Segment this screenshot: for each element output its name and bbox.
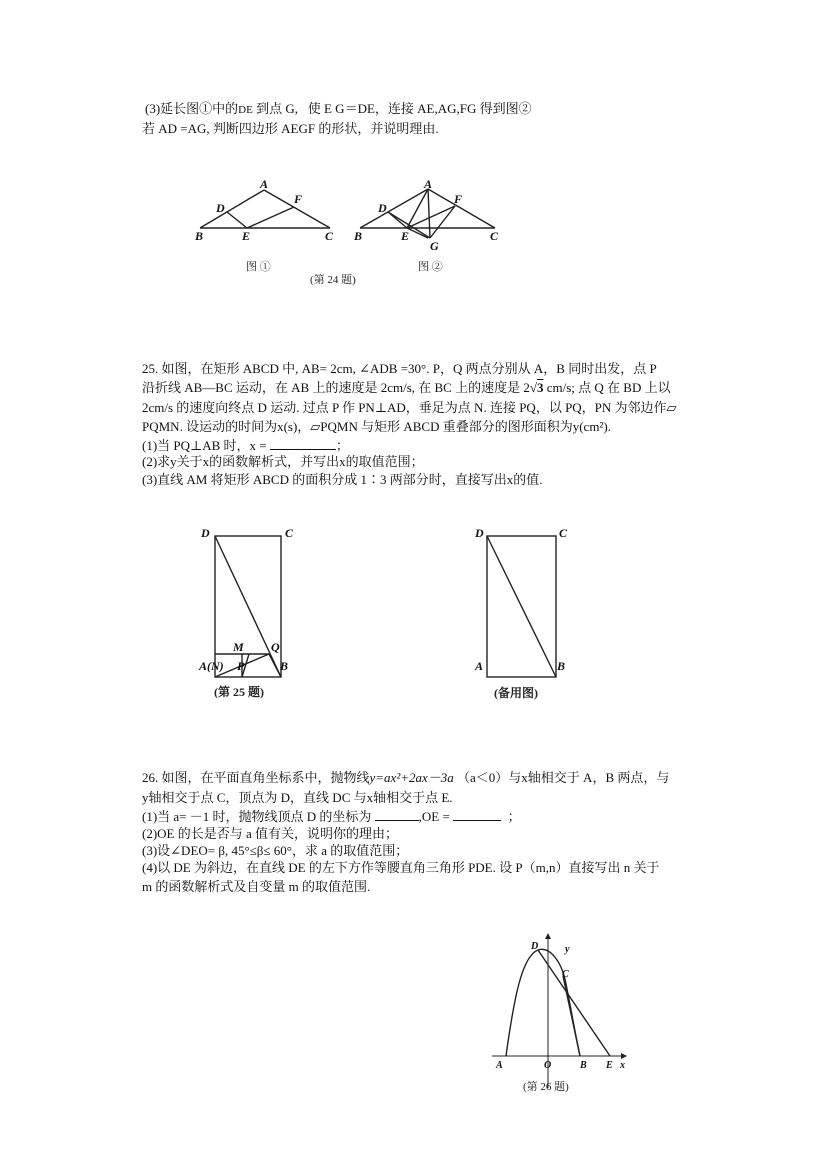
q25-fig-spare-label-a: A	[475, 659, 484, 673]
q25-fig-main-caption: (第 25 题)	[214, 685, 264, 699]
q26-label-x: x	[620, 1060, 625, 1071]
q24-fig1-label-f: F	[294, 192, 303, 206]
q25-sub-3: (3)直线 AM 将矩形 ABCD 的面积分成 1∶3 两部分时，直接写出x的值.	[142, 472, 543, 487]
q24-caption	[310, 272, 380, 286]
q26-label-e: E	[606, 1060, 613, 1071]
q25-fig-spare-caption: (备用图)	[494, 686, 538, 700]
q26-line-1-formula: y=ax²+2ax－3a	[369, 770, 454, 785]
q26-sub-1	[142, 808, 521, 825]
q26-line-2: y轴相交于点 C，顶点为 D，直线 DC 与x轴相交于点 E.	[142, 790, 453, 805]
q25-fig-main-label-p: P	[237, 659, 245, 673]
q25-line-2-a: 沿折线 AB—BC 运动，在 AB 上的速度是 2cm/s, 在 BC 上的速度是 2	[142, 380, 530, 395]
q26-sub-1-b: ,OE =	[418, 809, 450, 824]
q24-line-2: 若 AD =AG, 判断四边形 AEGF 的形状，并说明理由.	[142, 121, 439, 136]
q24-figure-2	[350, 177, 510, 273]
q24-figure-1	[190, 177, 350, 273]
q26-caption: (第 26 题)	[523, 1081, 569, 1093]
q24-line-1-a: (3)延长图①中的	[145, 101, 239, 116]
q25-line-4: PQMN. 设运动的时间为x(s)，▱PQMN 与矩形 ABCD 重叠部分的图形面积为y(cm²).	[142, 419, 611, 434]
q25-figure-spare	[470, 520, 580, 720]
q25-sub-1	[142, 437, 349, 454]
q26-label-y: y	[565, 944, 570, 955]
q25-sub-2: (2)求y关于x的函数解析式，并写出x的取值范围；	[142, 454, 424, 469]
q26-line-1-b: （a＜0）与x轴相交于 A，B 两点，与	[457, 770, 670, 785]
q25-line-1: 25. 如图，在矩形 ABCD 中, AB= 2cm, ∠ADB =30°. P，Q 两点分别从 A，B 同时出发，点 P	[142, 361, 657, 376]
q24-fig1-label-a: A	[260, 177, 269, 191]
q26-sub-4: (4)以 DE 为斜边，在直线 DE 的左下方作等腰直角三角形 PDE. 设 P（m,n）直接写出 n 关于	[142, 860, 660, 875]
q26-label-c: C	[562, 969, 569, 980]
q25-fig-main-label-d: D	[201, 526, 210, 540]
q26-answer-blank-oe[interactable]	[453, 808, 501, 821]
q25-line-3: 2cm/s 的速度向终点 D 运动. 过点 P 作 PN⊥AD，垂足为点 N. 连接 PQ，以 PQ，PN 为邻边作▱	[142, 400, 677, 415]
q24-fig1-label-e: E	[242, 229, 251, 243]
q24-fig2-label-c: C	[490, 229, 499, 243]
q25-line-2-b: cm/s; 点 Q 在 BD 上以	[546, 380, 671, 395]
q24-line-1-b: DE	[238, 104, 253, 116]
q26-sub-1-c: ；	[507, 809, 521, 824]
q25-fig-spare-lines	[487, 536, 556, 677]
q25-fig-main-label-c: C	[285, 526, 294, 540]
q24-fig2-label-f: F	[454, 192, 463, 206]
q24-fig2-caption: 图 ②	[418, 261, 443, 273]
q26-sub-2: (2)OE 的长是否与 a 值有关，说明你的理由；	[142, 826, 399, 841]
q25-answer-blank-1[interactable]	[270, 437, 336, 450]
q24-fig1-label-c: C	[325, 229, 334, 243]
q24-fig2-label-g: G	[430, 239, 439, 253]
q24-fig2-label-d: D	[378, 201, 387, 215]
q25-sub-1-a: (1)当 PQ⊥AB 时，x =	[142, 438, 267, 453]
q25-fig-main-label-q: Q	[271, 640, 280, 654]
q26-sub-1-a: (1)当 a= －1 时，抛物线顶点 D 的坐标为	[142, 809, 372, 824]
q26-curves	[506, 949, 610, 1056]
q26-figure	[488, 928, 638, 1098]
q25-sub-1-b: ；	[335, 438, 349, 453]
q25-fig-main-lines	[215, 536, 281, 677]
q25-line-2-root: 3	[537, 380, 544, 395]
q25-fig-main-label-m: M	[233, 640, 244, 654]
q24-line-1-c: 到点 G,	[256, 101, 298, 116]
q25-fig-main-label-an: A(N)	[199, 659, 224, 673]
q25-fig-spare-label-b: B	[557, 659, 566, 673]
q26-label-d: D	[531, 941, 539, 952]
q25-fig-main-label-b: B	[280, 659, 289, 673]
q26-label-b: B	[580, 1060, 587, 1071]
q24-fig1-caption: 图 ①	[246, 261, 271, 273]
q26-answer-blank-d[interactable]	[375, 808, 419, 821]
q24-fig2-label-b: B	[354, 229, 363, 243]
sqrt-symbol-icon: √	[529, 380, 537, 395]
q24-fig2-label-a: A	[424, 177, 433, 191]
q25-fig-spare-label-c: C	[559, 526, 568, 540]
q24-fig1-label-d: D	[216, 201, 225, 215]
q26-label-a: A	[496, 1060, 503, 1071]
q24-fig2-label-e: E	[401, 229, 410, 243]
q26-line-1	[142, 770, 669, 786]
q26-sub-5: m 的函数解析式及自变量 m 的取值范围.	[142, 879, 371, 894]
q25-fig-spare-label-d: D	[475, 526, 484, 540]
q24-line-1	[145, 101, 532, 118]
q24-fig1-label-b: B	[195, 229, 204, 243]
q24-caption-text: (第 24 题)	[310, 274, 356, 286]
q26-line-1-a: 26. 如图，在平面直角坐标系中，抛物线	[142, 770, 370, 785]
q25-line-2	[142, 380, 671, 396]
q24-line-1-d: 使 E G＝DE，连接 AE,AG,FG 得到图②	[307, 101, 532, 116]
q26-sub-3: (3)设∠DEO= β, 45°≤β≤ 60°，求 a 的取值范围；	[142, 843, 409, 858]
q26-label-o: O	[544, 1060, 552, 1071]
q25-figure-main	[196, 520, 316, 720]
